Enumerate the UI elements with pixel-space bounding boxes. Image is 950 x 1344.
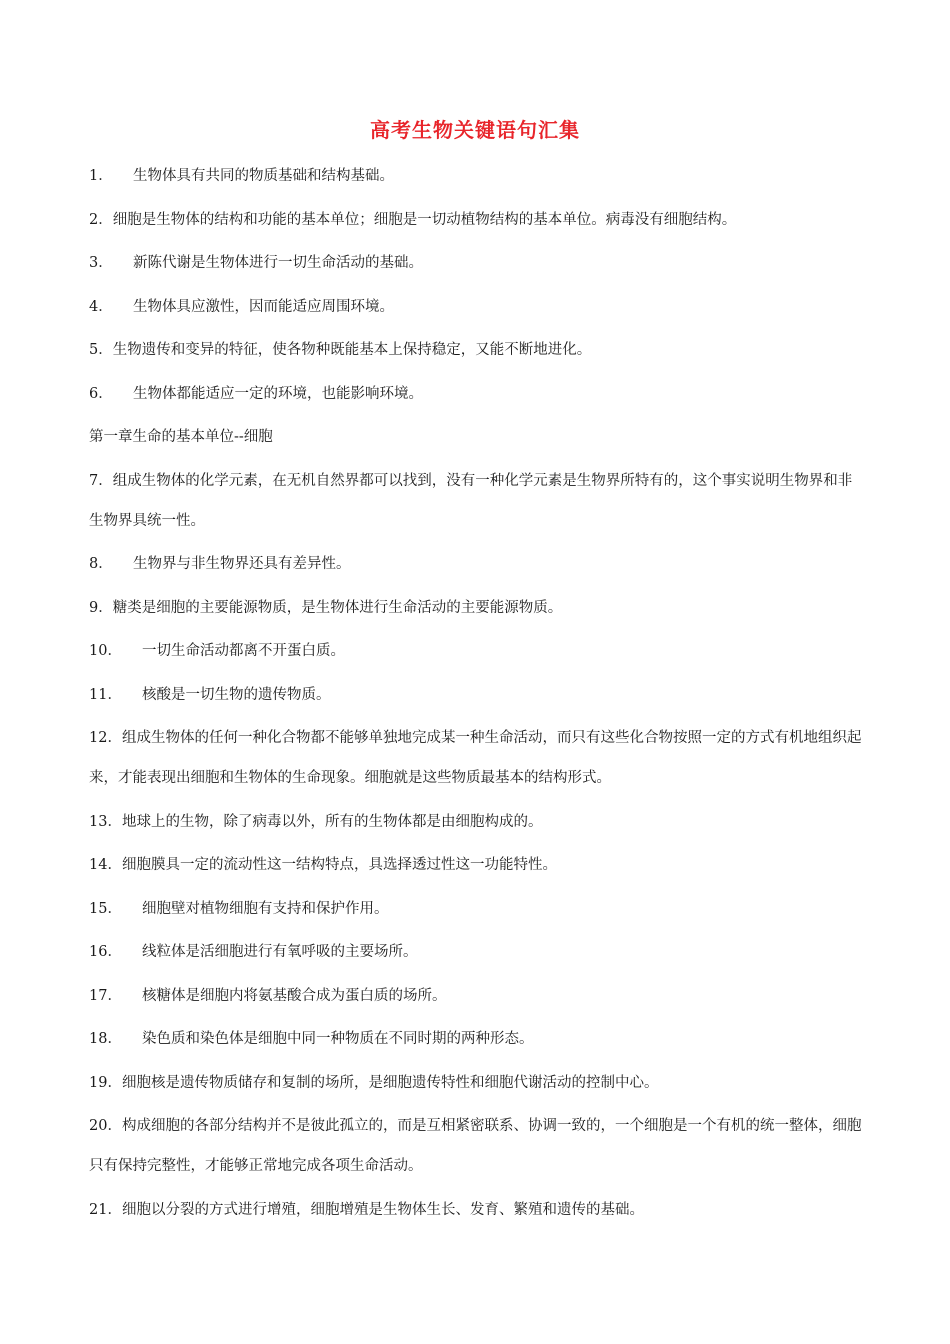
item-text: 生物体都能适应一定的环境，也能影响环境。 [133, 385, 423, 402]
list-item [89, 249, 864, 277]
item-number: 12． [89, 730, 122, 746]
item-text: 核酸是一切生物的遗传物质。 [142, 686, 331, 703]
item-number: 1． [89, 168, 113, 184]
item-number: 18． [89, 1031, 122, 1047]
item-text: 地球上的生物，除了病毒以外，所有的生物体都是由细胞构成的。 [121, 813, 543, 830]
item-text: 细胞壁对植物细胞有支持和保护作用。 [142, 900, 389, 917]
list-item [89, 162, 864, 190]
item-text: 染色质和染色体是细胞中同一种物质在不同时期的两种形态。 [142, 1031, 534, 1047]
list-item [89, 938, 864, 966]
item-text: 核糖体是细胞内将氨基酸合成为蛋白质的场所。 [142, 987, 447, 1004]
item-number: 19． [89, 1074, 122, 1091]
item-number: 10． [89, 643, 122, 659]
intro-list [89, 162, 864, 408]
list-item [89, 637, 864, 665]
list-item [89, 594, 864, 622]
item-text: 糖类是细胞的主要能源物质，是生物体进行生命活动的主要能源物质。 [112, 599, 563, 616]
item-text: 细胞以分裂的方式进行增殖，细胞增殖是生物体生长、发育、繁殖和遗传的基础。 [121, 1201, 644, 1218]
list-item [89, 1025, 864, 1053]
item-number: 6． [89, 385, 113, 402]
list-item [89, 808, 864, 836]
list-item [89, 982, 864, 1010]
item-text: 构成细胞的各部分结构并不是彼此孤立的，而是互相紧密联系、协调一致的，一个细胞是一个有机的统一整体，细胞只有保持完整性，才能够正常地完成各项生命活动。 [89, 1118, 862, 1174]
item-text: 一切生命活动都离不开蛋白质。 [142, 643, 345, 659]
item-number: 3． [89, 255, 113, 271]
item-text: 生物体具有共同的物质基础和结构基础。 [133, 168, 394, 184]
item-number: 14． [89, 857, 122, 873]
item-text: 细胞膜具一定的流动性这一结构特点，具选择透过性这一功能特性。 [121, 857, 557, 873]
list-item [89, 380, 864, 408]
list-item [89, 461, 864, 541]
page-title: 高考生物关键语句汇集 [370, 118, 580, 142]
list-item [89, 681, 864, 709]
list-item [89, 851, 864, 879]
document-body [89, 162, 864, 1239]
item-text: 生物遗传和变异的特征，使各物种既能基本上保持稳定，又能不断地进化。 [112, 342, 592, 358]
item-number: 17． [89, 987, 122, 1004]
list-item [89, 293, 864, 321]
list-item [89, 1196, 864, 1224]
item-text: 新陈代谢是生物体进行一切生命活动的基础。 [133, 255, 423, 271]
item-text: 生物体具应激性，因而能适应周围环境。 [133, 298, 394, 315]
list-item [89, 1106, 864, 1186]
item-number: 16． [89, 944, 122, 960]
item-text: 组成生物体的化学元素，在无机自然界都可以找到，没有一种化学元素是生物界所特有的，这个事实说明生物界和非生物界具统一性。 [89, 472, 853, 529]
list-item [89, 550, 864, 578]
item-text: 生物界与非生物界还具有差异性。 [133, 556, 351, 572]
list-item [89, 336, 864, 364]
list-item [89, 718, 864, 798]
item-number: 13． [89, 813, 122, 830]
item-text: 组成生物体的任何一种化合物都不能够单独地完成某一种生命活动，而只有这些化合物按照一定的方式有机地组织起来，才能表现出细胞和生物体的生命现象。细胞就是这些物质最基本的结构形式。 [89, 730, 862, 786]
chapter-list [89, 461, 864, 1224]
item-number: 5． [89, 342, 113, 358]
item-number: 7． [89, 472, 113, 489]
item-number: 4． [89, 298, 113, 315]
item-number: 9． [89, 599, 113, 616]
item-text: 细胞核是遗传物质储存和复制的场所，是细胞遗传特性和细胞代谢活动的控制中心。 [121, 1074, 659, 1091]
list-item [89, 895, 864, 923]
item-text: 细胞是生物体的结构和功能的基本单位；细胞是一切动植物结构的基本单位。病毒没有细胞结构。 [112, 211, 737, 228]
item-number: 20． [89, 1118, 122, 1134]
chapter-heading: 第一章生命的基本单位--细胞 [89, 429, 273, 445]
item-number: 21． [89, 1201, 122, 1218]
list-item [89, 206, 864, 234]
list-item [89, 1069, 864, 1097]
item-text: 线粒体是活细胞进行有氧呼吸的主要场所。 [142, 944, 418, 960]
item-number: 15． [89, 900, 122, 917]
item-number: 2． [89, 211, 113, 228]
item-number: 8． [89, 556, 113, 572]
item-number: 11． [89, 686, 122, 703]
